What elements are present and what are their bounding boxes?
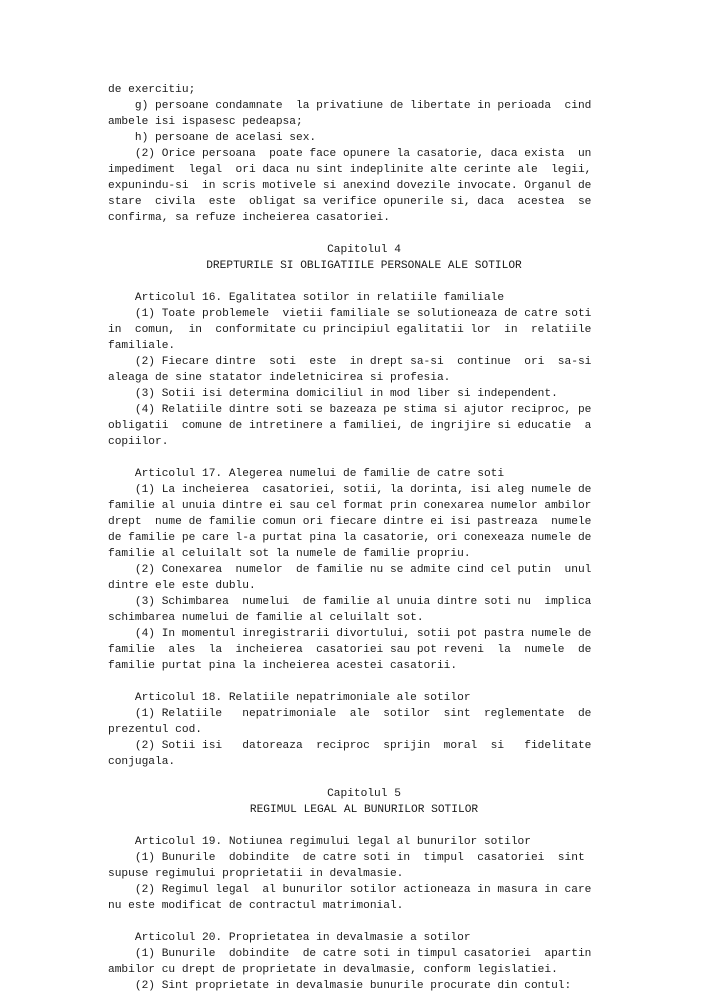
blank-line — [108, 450, 620, 466]
text-line: drept nume de familie comun ori fiecare dintre ei isi pastreaza numele — [108, 516, 592, 528]
chapter-number: Capitolul 5 — [327, 788, 401, 800]
text-line: (2) Conexarea numelor de familie nu se admite cind cel putin unul — [108, 564, 592, 576]
text-line: de exercitiu; — [108, 84, 196, 96]
blank-line — [108, 770, 620, 786]
text-line: supuse regimului proprietatii in devalmasie. — [108, 868, 404, 880]
text-line: aleaga de sine statator indeletnicirea si profesia. — [108, 372, 451, 384]
text-line: ambele isi ispasesc pedeapsa; — [108, 116, 303, 128]
article-heading: Articolul 16. Egalitatea sotilor in relatiile familiale — [108, 292, 505, 304]
text-line: obligatii comune de intretinere a familiei, de ingrijire si educatie a — [108, 420, 592, 432]
text-line: familie al unuia dintre ei sau cel format prin conexarea numelor ambilor — [108, 500, 592, 512]
text-line: familiale. — [108, 340, 176, 352]
text-line: ambilor cu drept de proprietate in devalmasie, conform legislatiei. — [108, 964, 558, 976]
text-line: g) persoane condamnate la privatiune de libertate in perioada cind — [108, 100, 592, 112]
text-line: familie purtat pina la incheierea acestei casatorii. — [108, 660, 458, 672]
text-line: h) persoane de acelasi sex. — [108, 132, 317, 144]
text-line: (2) Sotii isi datoreaza reciproc sprijin moral si fidelitate — [108, 740, 592, 752]
text-line: nu este modificat de contractul matrimonial. — [108, 900, 404, 912]
text-line: confirma, sa refuze incheierea casatoriei. — [108, 212, 390, 224]
text-line: expunindu-si in scris motivele si anexind dovezile invocate. Organul de — [108, 180, 592, 192]
text-line: prezentul cod. — [108, 724, 202, 736]
text-line: (4) In momentul inregistrarii divortului, sotii pot pastra numele de — [108, 628, 592, 640]
blank-line — [108, 226, 620, 242]
text-line: impediment legal ori daca nu sint indeplinite alte cerinte ale legii, — [108, 164, 592, 176]
chapter-title: REGIMUL LEGAL AL BUNURILOR SOTILOR — [249, 804, 479, 816]
text-line: (4) Relatiile dintre soti se bazeaza pe stima si ajutor reciproc, pe — [108, 404, 592, 416]
blank-line — [108, 914, 620, 930]
text-line: (1) Relatiile nepatrimoniale ale sotilor sint reglementate de — [108, 708, 592, 720]
text-line: (2) Fiecare dintre soti este in drept sa-si continue ori sa-si — [108, 356, 592, 368]
blank-line — [108, 274, 620, 290]
text-line: schimbarea numelui de familie al celuilalt sot. — [108, 612, 424, 624]
article-heading: Articolul 19. Notiunea regimului legal al bunurilor sotilor — [108, 836, 531, 848]
text-line: conjugala. — [108, 756, 176, 768]
text-line: in comun, in conformitate cu principiul egalitatii lor in relatiile — [108, 324, 592, 336]
text-line: (3) Schimbarea numelui de familie al unuia dintre soti nu implica — [108, 596, 592, 608]
text-line: (2) Orice persoana poate face opunere la casatorie, daca exista un — [108, 148, 592, 160]
article-heading: Articolul 20. Proprietatea in devalmasie a sotilor — [108, 932, 471, 944]
text-line: (1) Bunurile dobindite de catre soti in timpul casatoriei sint — [108, 852, 585, 864]
article-heading: Articolul 17. Alegerea numelui de familie de catre soti — [108, 468, 505, 480]
text-line: (2) Sint proprietate in devalmasie bunurile procurate din contul: — [108, 980, 572, 992]
text-line: familie al celuilalt sot la numele de familie propriu. — [108, 548, 471, 560]
blank-line — [108, 818, 620, 834]
text-line: (1) Bunurile dobindite de catre soti in timpul casatoriei apartin — [108, 948, 592, 960]
chapter-title: DREPTURILE SI OBLIGATIILE PERSONALE ALE SOTILOR — [206, 260, 522, 272]
text-line: (1) Toate problemele vietii familiale se solutioneaza de catre soti — [108, 308, 592, 320]
text-line: familie ales la incheierea casatoriei sau pot reveni la numele de — [108, 644, 592, 656]
chapter-number: Capitolul 4 — [327, 244, 401, 256]
text-line: (3) Sotii isi determina domiciliul in mod liber si independent. — [108, 388, 558, 400]
text-line: (1) La incheierea casatoriei, sotii, la dorinta, isi aleg numele de — [108, 484, 592, 496]
blank-line — [108, 674, 620, 690]
text-line: dintre ele este dublu. — [108, 580, 256, 592]
article-heading: Articolul 18. Relatiile nepatrimoniale ale sotilor — [108, 692, 471, 704]
text-line: stare civila este obligat sa verifice opunerile si, daca acestea se — [108, 196, 592, 208]
text-line: copiilor. — [108, 436, 169, 448]
document-page — [108, 82, 620, 994]
text-line: (2) Regimul legal al bunurilor sotilor actioneaza in masura in care — [108, 884, 592, 896]
text-line: de familie pe care l-a purtat pina la casatorie, ori conexeaza numele de — [108, 532, 592, 544]
